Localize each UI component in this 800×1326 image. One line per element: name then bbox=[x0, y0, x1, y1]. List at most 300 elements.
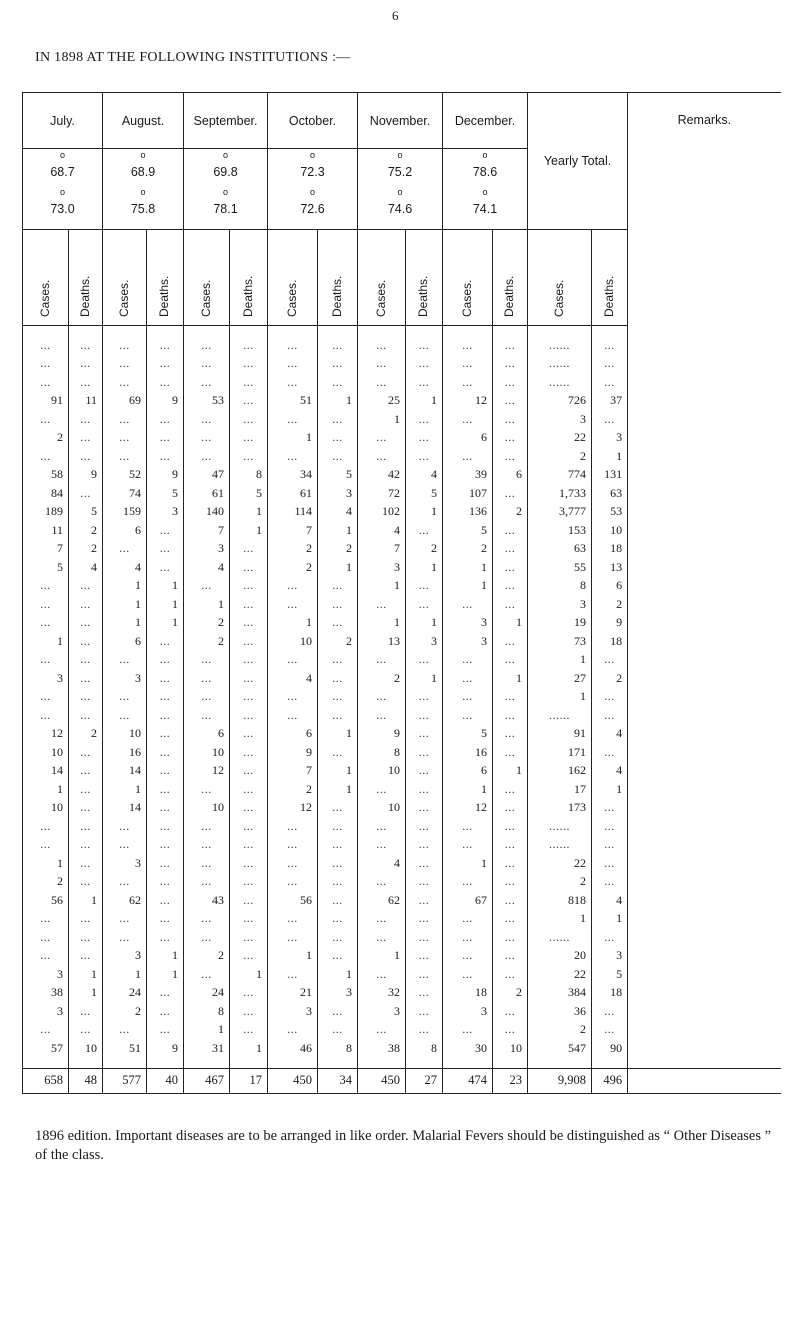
deaths-cell: ... bbox=[230, 688, 268, 707]
cases-cell: ... bbox=[268, 873, 318, 892]
cases-cell: 7 bbox=[23, 540, 69, 559]
deaths-cell: ... bbox=[230, 725, 268, 744]
cases-cell: ... bbox=[443, 336, 493, 355]
deaths-cell: 2 bbox=[493, 984, 528, 1003]
deaths-cell: ... bbox=[318, 429, 358, 448]
deaths-cell: 1 bbox=[69, 891, 103, 910]
remarks-cell bbox=[628, 429, 781, 448]
deaths-cell: 2 bbox=[406, 540, 443, 559]
deaths-cell: ... bbox=[406, 577, 443, 596]
deaths-cell: ... bbox=[493, 854, 528, 873]
table-row bbox=[23, 392, 781, 411]
spacer-cell bbox=[103, 1058, 147, 1069]
remarks-cell bbox=[628, 392, 781, 411]
remarks-cell bbox=[628, 632, 781, 651]
deaths-cell: ... bbox=[493, 392, 528, 411]
cases-cell: ... bbox=[103, 873, 147, 892]
deaths-cell: ... bbox=[147, 1002, 184, 1021]
cases-cell: 3 bbox=[528, 410, 592, 429]
deaths-cell: ... bbox=[493, 355, 528, 374]
table-row bbox=[23, 503, 781, 522]
total-deaths-cell: 27 bbox=[406, 1068, 443, 1093]
deaths-cell: ... bbox=[147, 1021, 184, 1040]
spacer-cell bbox=[69, 326, 103, 337]
deaths-cell: 1 bbox=[318, 558, 358, 577]
deaths-column-header bbox=[69, 230, 103, 326]
remarks-cell bbox=[628, 1068, 781, 1093]
cases-cell: 1 bbox=[358, 410, 406, 429]
remarks-cell bbox=[628, 355, 781, 374]
cases-cell: ... bbox=[184, 429, 230, 448]
table-row bbox=[23, 891, 781, 910]
deaths-cell: ... bbox=[592, 373, 628, 392]
cases-cell: 38 bbox=[358, 1039, 406, 1058]
cases-cell: 16 bbox=[443, 743, 493, 762]
cases-cell: 24 bbox=[184, 984, 230, 1003]
deaths-cell: ... bbox=[230, 558, 268, 577]
deaths-cell: 13 bbox=[592, 558, 628, 577]
deaths-cell: 1 bbox=[318, 780, 358, 799]
deaths-cell: ... bbox=[493, 743, 528, 762]
cases-cell: 58 bbox=[23, 466, 69, 485]
cases-cell: 3 bbox=[443, 614, 493, 633]
deaths-cell: ... bbox=[318, 799, 358, 818]
spacer-cell bbox=[184, 326, 230, 337]
cases-cell: ... bbox=[23, 410, 69, 429]
deaths-cell: ... bbox=[406, 410, 443, 429]
deaths-cell: ... bbox=[592, 688, 628, 707]
deaths-cell: 3 bbox=[147, 503, 184, 522]
temperature-value: 68.7 bbox=[50, 165, 75, 179]
remarks-cell bbox=[628, 688, 781, 707]
deaths-cell: 1 bbox=[592, 780, 628, 799]
deaths-cell: ... bbox=[406, 836, 443, 855]
spacer-cell bbox=[493, 1058, 528, 1069]
deaths-cell: ... bbox=[147, 355, 184, 374]
spacer-cell bbox=[628, 1058, 781, 1069]
cases-cell: 73 bbox=[528, 632, 592, 651]
cases-cell: ... bbox=[358, 688, 406, 707]
yearly-total-header: Yearly Total. bbox=[528, 93, 628, 230]
deaths-cell: ... bbox=[318, 447, 358, 466]
cases-cell: ... bbox=[103, 429, 147, 448]
column-header-label: Deaths. bbox=[601, 275, 616, 317]
remarks-cell bbox=[628, 780, 781, 799]
deaths-cell: 2 bbox=[69, 521, 103, 540]
cases-cell: ...... bbox=[528, 817, 592, 836]
table-row bbox=[23, 373, 781, 392]
deaths-cell: ... bbox=[318, 891, 358, 910]
deaths-cell: ... bbox=[493, 965, 528, 984]
table-row bbox=[23, 836, 781, 855]
deaths-column-header bbox=[230, 230, 268, 326]
cases-cell: ... bbox=[268, 651, 318, 670]
deaths-cell: ... bbox=[493, 651, 528, 670]
cases-cell: 2 bbox=[528, 447, 592, 466]
cases-cell: ... bbox=[23, 577, 69, 596]
deaths-cell: ... bbox=[69, 1021, 103, 1040]
cases-cell: 4 bbox=[268, 669, 318, 688]
deaths-cell: ... bbox=[592, 706, 628, 725]
deaths-cell: ... bbox=[318, 688, 358, 707]
deaths-cell: ... bbox=[230, 540, 268, 559]
deaths-cell: 90 bbox=[592, 1039, 628, 1058]
remarks-cell bbox=[628, 725, 781, 744]
deaths-cell: ... bbox=[493, 836, 528, 855]
cases-cell: 1 bbox=[443, 558, 493, 577]
cases-cell: ... bbox=[23, 817, 69, 836]
deaths-column-header bbox=[147, 230, 184, 326]
deaths-cell: ... bbox=[69, 780, 103, 799]
cases-cell: ... bbox=[358, 817, 406, 836]
deaths-cell: 9 bbox=[69, 466, 103, 485]
cases-cell: 55 bbox=[528, 558, 592, 577]
cases-cell: 69 bbox=[103, 392, 147, 411]
deaths-cell: 1 bbox=[147, 965, 184, 984]
deaths-cell: ... bbox=[230, 836, 268, 855]
deaths-cell: 63 bbox=[592, 484, 628, 503]
cases-cell: 2 bbox=[268, 780, 318, 799]
deaths-cell: 1 bbox=[592, 447, 628, 466]
cases-cell: ... bbox=[443, 817, 493, 836]
temperature-min bbox=[23, 189, 102, 226]
cases-cell: 3 bbox=[23, 1002, 69, 1021]
deaths-cell: ... bbox=[230, 410, 268, 429]
deaths-cell: ... bbox=[318, 651, 358, 670]
deaths-cell: 2 bbox=[493, 503, 528, 522]
deaths-cell: ... bbox=[69, 614, 103, 633]
spacer-cell bbox=[147, 326, 184, 337]
cases-cell: ... bbox=[23, 595, 69, 614]
deaths-cell: ... bbox=[406, 688, 443, 707]
month-header-november: November. bbox=[358, 93, 443, 149]
spacer-cell bbox=[268, 326, 318, 337]
deaths-cell: ... bbox=[69, 336, 103, 355]
cases-cell: ... bbox=[443, 910, 493, 929]
deaths-cell: 1 bbox=[493, 614, 528, 633]
cases-cell: 1 bbox=[23, 854, 69, 873]
deaths-cell: ... bbox=[493, 873, 528, 892]
deaths-cell: 9 bbox=[147, 1039, 184, 1058]
table-row bbox=[23, 429, 781, 448]
total-cases-cell: 9,908 bbox=[528, 1068, 592, 1093]
deaths-cell: ... bbox=[493, 484, 528, 503]
remarks-cell bbox=[628, 984, 781, 1003]
deaths-cell: 1 bbox=[493, 669, 528, 688]
remarks-cell bbox=[628, 1021, 781, 1040]
cases-cell: 2 bbox=[528, 873, 592, 892]
cases-cell: ... bbox=[184, 688, 230, 707]
deaths-cell: ... bbox=[406, 743, 443, 762]
cases-column-header bbox=[528, 230, 592, 326]
cases-cell: 114 bbox=[268, 503, 318, 522]
cases-cell: 2 bbox=[528, 1021, 592, 1040]
temperature-value: 78.1 bbox=[213, 202, 238, 216]
total-cases-cell: 474 bbox=[443, 1068, 493, 1093]
cases-cell: 3,777 bbox=[528, 503, 592, 522]
cases-cell: ... bbox=[268, 447, 318, 466]
cases-cell: 43 bbox=[184, 891, 230, 910]
month-header-august: August. bbox=[103, 93, 184, 149]
deaths-column-header bbox=[493, 230, 528, 326]
temperature-min bbox=[443, 189, 527, 226]
cases-cell: 3 bbox=[103, 854, 147, 873]
cases-cell: 1 bbox=[528, 651, 592, 670]
deaths-cell: ... bbox=[493, 725, 528, 744]
cases-cell: ... bbox=[103, 910, 147, 929]
spacer-row bbox=[23, 326, 781, 337]
total-deaths-cell: 48 bbox=[69, 1068, 103, 1093]
cases-cell: ... bbox=[358, 780, 406, 799]
table-row bbox=[23, 688, 781, 707]
temperature-value: 73.0 bbox=[50, 202, 75, 216]
month-header-october: October. bbox=[268, 93, 358, 149]
degree-mark: o bbox=[223, 187, 229, 197]
deaths-cell: 2 bbox=[318, 540, 358, 559]
deaths-cell: 10 bbox=[493, 1039, 528, 1058]
deaths-cell: ... bbox=[592, 1021, 628, 1040]
deaths-cell: ... bbox=[69, 484, 103, 503]
cases-cell: 774 bbox=[528, 466, 592, 485]
cases-cell: ... bbox=[443, 947, 493, 966]
cases-cell: ... bbox=[358, 836, 406, 855]
deaths-cell: ... bbox=[69, 873, 103, 892]
deaths-cell: ... bbox=[147, 873, 184, 892]
deaths-cell: ... bbox=[318, 854, 358, 873]
total-deaths-cell: 40 bbox=[147, 1068, 184, 1093]
cases-cell: 1 bbox=[184, 595, 230, 614]
cases-cell: 3 bbox=[358, 1002, 406, 1021]
deaths-cell: 1 bbox=[318, 725, 358, 744]
cases-cell: 56 bbox=[23, 891, 69, 910]
deaths-cell: 1 bbox=[318, 762, 358, 781]
spacer-cell bbox=[443, 326, 493, 337]
cases-cell: 10 bbox=[358, 799, 406, 818]
deaths-cell: ... bbox=[318, 910, 358, 929]
table-row bbox=[23, 540, 781, 559]
temperature-value: 69.8 bbox=[213, 165, 238, 179]
deaths-cell: ... bbox=[147, 817, 184, 836]
table-row bbox=[23, 614, 781, 633]
cases-cell: 7 bbox=[268, 762, 318, 781]
statistics-table bbox=[22, 92, 781, 1094]
deaths-cell: ... bbox=[147, 928, 184, 947]
cases-cell: 7 bbox=[268, 521, 318, 540]
degree-mark: o bbox=[397, 187, 403, 197]
deaths-cell: 1 bbox=[230, 503, 268, 522]
deaths-cell: 3 bbox=[592, 429, 628, 448]
column-header-label: Deaths. bbox=[240, 275, 255, 317]
cases-cell: 3 bbox=[528, 595, 592, 614]
cases-cell: 1 bbox=[23, 632, 69, 651]
deaths-cell: ... bbox=[318, 577, 358, 596]
deaths-cell: 2 bbox=[592, 595, 628, 614]
cases-cell: ... bbox=[358, 373, 406, 392]
deaths-cell: ... bbox=[147, 706, 184, 725]
cases-cell: ... bbox=[103, 1021, 147, 1040]
cases-cell: 19 bbox=[528, 614, 592, 633]
deaths-cell: ... bbox=[69, 743, 103, 762]
spacer-cell bbox=[592, 1058, 628, 1069]
deaths-cell: ... bbox=[69, 447, 103, 466]
cases-cell: ... bbox=[103, 373, 147, 392]
cases-cell: ... bbox=[23, 355, 69, 374]
cases-cell: 42 bbox=[358, 466, 406, 485]
deaths-cell: ... bbox=[230, 891, 268, 910]
cases-cell: 1 bbox=[358, 947, 406, 966]
temperature-cell bbox=[358, 149, 443, 230]
cases-cell: 2 bbox=[184, 614, 230, 633]
deaths-cell: 9 bbox=[147, 466, 184, 485]
cases-cell: ... bbox=[103, 540, 147, 559]
deaths-cell: ... bbox=[406, 1002, 443, 1021]
deaths-cell: ... bbox=[230, 429, 268, 448]
deaths-cell: 11 bbox=[69, 392, 103, 411]
cases-column-header bbox=[443, 230, 493, 326]
table-row bbox=[23, 799, 781, 818]
cases-cell: 3 bbox=[23, 669, 69, 688]
cases-cell: ...... bbox=[528, 355, 592, 374]
temperature-value: 68.9 bbox=[130, 165, 156, 179]
deaths-cell: 10 bbox=[69, 1039, 103, 1058]
temperature-value: 75.8 bbox=[130, 202, 156, 216]
cases-cell: ... bbox=[184, 965, 230, 984]
month-header-december: December. bbox=[443, 93, 528, 149]
cases-cell: 14 bbox=[103, 762, 147, 781]
table-row bbox=[23, 873, 781, 892]
cases-cell: ... bbox=[184, 780, 230, 799]
cases-cell: 8 bbox=[184, 1002, 230, 1021]
deaths-cell: ... bbox=[147, 836, 184, 855]
deaths-cell: 5 bbox=[406, 484, 443, 503]
cases-cell: ... bbox=[184, 336, 230, 355]
remarks-cell bbox=[628, 503, 781, 522]
cases-cell: ... bbox=[103, 336, 147, 355]
cases-cell: 1 bbox=[528, 910, 592, 929]
deaths-cell: ... bbox=[318, 836, 358, 855]
cases-cell: 1 bbox=[103, 780, 147, 799]
cases-cell: 1 bbox=[358, 577, 406, 596]
column-header-label: Deaths. bbox=[329, 275, 344, 317]
deaths-cell: ... bbox=[493, 928, 528, 947]
total-cases-cell: 658 bbox=[23, 1068, 69, 1093]
deaths-cell: ... bbox=[318, 928, 358, 947]
deaths-cell: 18 bbox=[592, 540, 628, 559]
total-deaths-cell: 17 bbox=[230, 1068, 268, 1093]
cases-column-header bbox=[103, 230, 147, 326]
cases-cell: ... bbox=[103, 688, 147, 707]
cases-cell: 1 bbox=[103, 577, 147, 596]
cases-cell: 31 bbox=[184, 1039, 230, 1058]
cases-cell: ... bbox=[268, 706, 318, 725]
deaths-cell: 2 bbox=[318, 632, 358, 651]
cases-cell: ... bbox=[358, 873, 406, 892]
cases-cell: 20 bbox=[528, 947, 592, 966]
cases-cell: ... bbox=[23, 373, 69, 392]
deaths-cell: 1 bbox=[318, 965, 358, 984]
cases-cell: 52 bbox=[103, 466, 147, 485]
deaths-cell: ... bbox=[147, 651, 184, 670]
deaths-cell: ... bbox=[147, 984, 184, 1003]
cases-cell: ... bbox=[184, 447, 230, 466]
cases-cell: 8 bbox=[358, 743, 406, 762]
deaths-cell: 1 bbox=[230, 965, 268, 984]
cases-cell: ...... bbox=[528, 336, 592, 355]
cases-cell: 1 bbox=[443, 854, 493, 873]
cases-cell: ... bbox=[268, 965, 318, 984]
cases-cell: 4 bbox=[358, 854, 406, 873]
deaths-cell: ... bbox=[493, 577, 528, 596]
cases-cell: 7 bbox=[358, 540, 406, 559]
deaths-cell: ... bbox=[406, 799, 443, 818]
total-cases-cell: 450 bbox=[268, 1068, 318, 1093]
table-row bbox=[23, 336, 781, 355]
cases-cell: 3 bbox=[443, 632, 493, 651]
cases-cell: ... bbox=[23, 336, 69, 355]
deaths-cell: 9 bbox=[592, 614, 628, 633]
cases-cell: ... bbox=[268, 410, 318, 429]
temperature-value: 72.6 bbox=[300, 202, 325, 216]
table-row bbox=[23, 651, 781, 670]
spacer-cell bbox=[406, 1058, 443, 1069]
cases-cell: 16 bbox=[103, 743, 147, 762]
remarks-cell bbox=[628, 1039, 781, 1058]
deaths-cell: ... bbox=[147, 891, 184, 910]
deaths-cell: ... bbox=[493, 706, 528, 725]
cases-cell: ... bbox=[184, 355, 230, 374]
cases-cell: ... bbox=[268, 577, 318, 596]
remarks-cell bbox=[628, 799, 781, 818]
temperature-min bbox=[103, 189, 183, 226]
month-header-september: September. bbox=[184, 93, 268, 149]
deaths-cell: 6 bbox=[592, 577, 628, 596]
deaths-cell: ... bbox=[69, 373, 103, 392]
deaths-cell: 10 bbox=[592, 521, 628, 540]
cases-cell: ... bbox=[443, 1021, 493, 1040]
deaths-cell: ... bbox=[230, 762, 268, 781]
remarks-cell bbox=[628, 447, 781, 466]
deaths-cell: ... bbox=[406, 336, 443, 355]
table-row bbox=[23, 817, 781, 836]
remarks-cell bbox=[628, 910, 781, 929]
deaths-cell: ... bbox=[406, 910, 443, 929]
temperature-max bbox=[358, 152, 442, 189]
month-header-july: July. bbox=[23, 93, 103, 149]
cases-cell: ... bbox=[358, 595, 406, 614]
total-cases-cell: 467 bbox=[184, 1068, 230, 1093]
cases-cell: ... bbox=[358, 651, 406, 670]
deaths-cell: ... bbox=[318, 336, 358, 355]
deaths-cell: ... bbox=[230, 669, 268, 688]
spacer-cell bbox=[318, 326, 358, 337]
cases-cell: ... bbox=[443, 873, 493, 892]
deaths-cell: 18 bbox=[592, 632, 628, 651]
deaths-cell: ... bbox=[493, 688, 528, 707]
degree-mark: o bbox=[310, 187, 316, 197]
column-header-label: Deaths. bbox=[416, 275, 431, 317]
remarks-cell bbox=[628, 651, 781, 670]
cases-cell: ... bbox=[443, 706, 493, 725]
degree-mark: o bbox=[140, 187, 146, 197]
deaths-cell: ... bbox=[230, 1002, 268, 1021]
cases-cell: ... bbox=[103, 706, 147, 725]
cases-cell: ... bbox=[443, 355, 493, 374]
deaths-cell: 2 bbox=[69, 725, 103, 744]
cases-cell: ... bbox=[184, 410, 230, 429]
cases-cell: ... bbox=[103, 817, 147, 836]
column-header-label: Cases. bbox=[198, 279, 213, 317]
cases-cell: 189 bbox=[23, 503, 69, 522]
